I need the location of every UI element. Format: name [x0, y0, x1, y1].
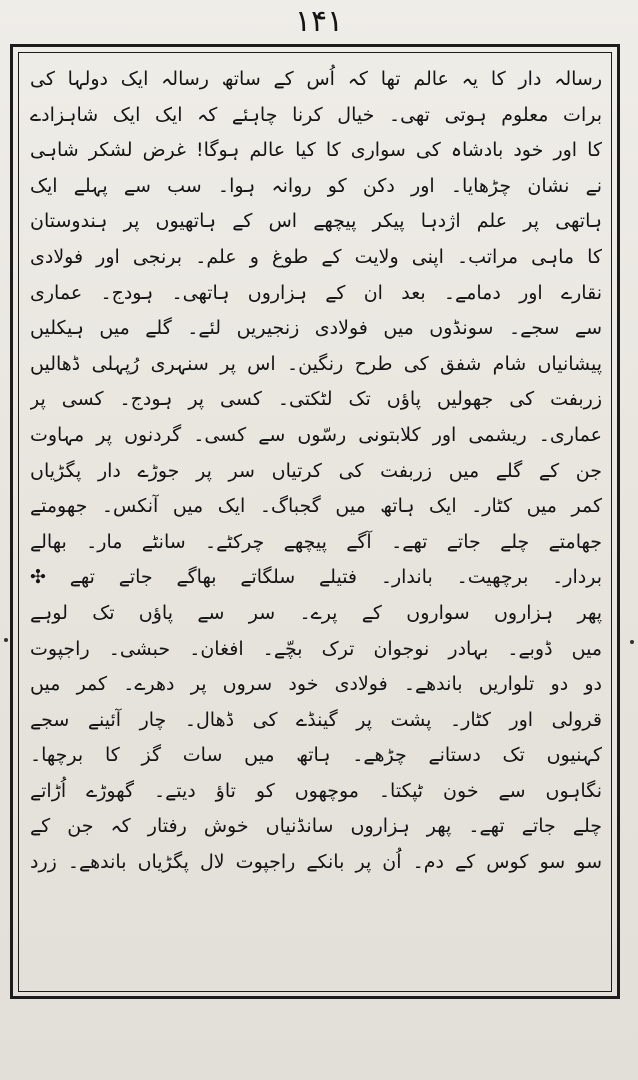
text-line: نگاہوں سے خون ٹپکتا۔ موچھوں کو تاؤ دیتے۔ گھوڑے اُڑاتے	[30, 779, 602, 802]
text-line: پھر ہزاروں سواروں کے پرے۔ سر سے پاؤں تک لوہے	[30, 601, 602, 624]
text-line: برات معلوم ہوتی تھی۔ خیال کرنا چاہئے کہ ایک ایک شاہزادے	[30, 103, 602, 126]
text-line: بردار۔ برچھیت۔ باندار۔ فتیلے سلگاتے بھاگے جاتے تھے ✣	[30, 566, 602, 589]
text-line: ہاتھی پر علم اژدہا پیکر پیچھے اس کے ہاتھیوں پر ہندوستان	[30, 210, 602, 233]
page-number: ۱۴۱	[294, 4, 344, 39]
text-line: دو دو تلواریں باندھے۔ فولادی خود سروں پر دھرے۔ کمر میں	[30, 673, 602, 696]
text-line: کا ماہی مراتب۔ اپنی ولایت کے طوغ و علم۔ برنجی اور فولادی	[30, 245, 602, 268]
text-line: چلے جاتے تھے۔ پھر ہزاروں سانڈنیاں خوش رفتار کہ جن کے	[30, 815, 602, 838]
margin-speck	[630, 640, 634, 644]
text-line: زربفت کی جھولیں پاؤں تک لٹکتی۔ کسی پر ہودج۔ کسی پر	[30, 388, 602, 411]
text-line: سے سجے۔ سونڈوں میں فولادی زنجیریں لئے۔ گلے میں ہیکلیں	[30, 317, 602, 340]
text-line: عماری۔ ریشمی اور کلابتونی رسّوں سے کسی۔ گردنوں پر مہاوت	[30, 423, 602, 446]
text-line: پیشانیاں شام شفق کی طرح رنگین۔ اس پر سنہری رُپہلی ڈھالیں	[30, 352, 602, 375]
text-line: کمر میں کٹار۔ ایک ہاتھ میں گجباگ۔ ایک میں آنکس۔ جھومتے	[30, 495, 602, 518]
text-line: سو سو کوس کے دم۔ اُن پر بانکے راجپوت لال پگڑیاں باندھے۔ زرد	[30, 851, 602, 874]
text-line: جن کے گلے میں زربفت کی کرتیاں سر پر جوڑے دار پگڑیاں	[30, 459, 602, 482]
text-line: قرولی اور کٹار۔ پشت پر گینڈے کی ڈھال۔ چار آئینے سجے	[30, 708, 602, 731]
text-line: نقارے اور دمامے۔ بعد ان کے ہزاروں ہاتھی۔ ہودج۔ عماری	[30, 281, 602, 304]
text-line: رسالہ دار کا یہ عالم تھا کہ اُس کے ساتھ رسالہ ایک دولہا کی	[30, 68, 602, 90]
text-line: میں ڈوبے۔ بہادر نوجوان ترک بچّے۔ افغان۔ حبشی۔ راجپوت	[30, 637, 602, 660]
text-line: کہنیوں تک دستانے چڑھے۔ ہاتھ میں سات گز کا برچھا۔	[30, 744, 602, 767]
margin-speck	[4, 638, 8, 642]
text-line: جھامتے چلے جاتے تھے۔ آگے پیچھے چرکٹے۔ سانٹے مار۔ بھالے	[30, 530, 602, 553]
text-line: کا اور خود بادشاہ کی سواری کا کیا عالم ہوگا! غرض لشکر شاہی	[30, 139, 602, 162]
urdu-text-body	[30, 62, 602, 881]
text-line: نے نشان چڑھایا۔ اور دکن کو روانہ ہوا۔ سب سے پہلے ایک	[30, 174, 602, 197]
